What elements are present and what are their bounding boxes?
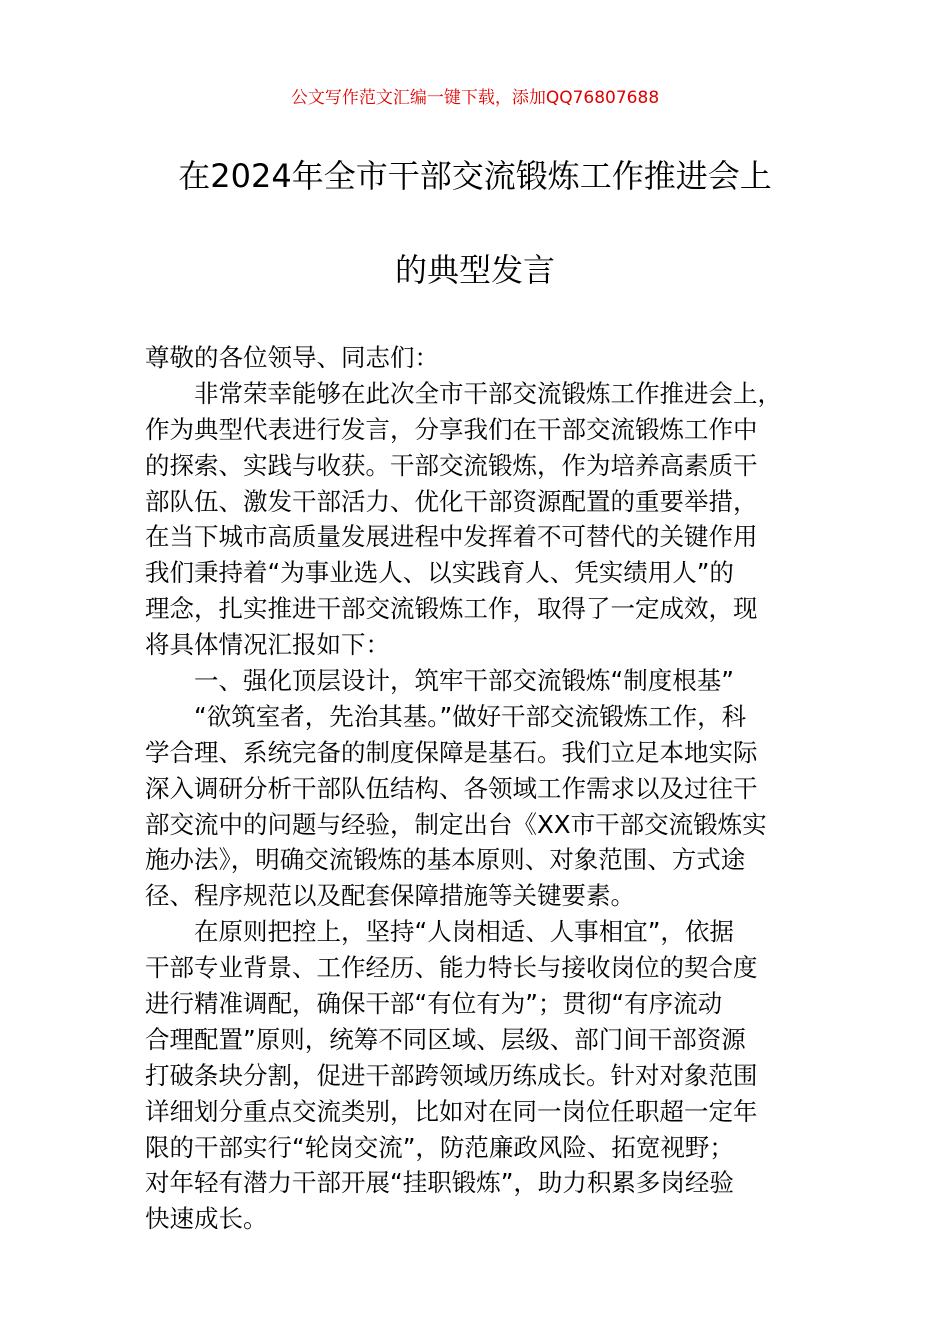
document-title-line-1: 在2024年全市干部交流锻炼工作推进会上 (178, 157, 772, 195)
body-line: “欲筑室者，先治其基。”做好干部交流锻炼工作，科 (194, 701, 747, 731)
body-line: 非常荣幸能够在此次全市干部交流锻炼工作推进会上， (194, 378, 782, 408)
body-line: 详细划分重点交流类别，比如对在同一岗位任职超一定年 (145, 1096, 758, 1126)
section-heading: 一、强化顶层设计，筑牢干部交流锻炼“制度根基” (194, 666, 734, 696)
body-line: 在原则把控上，坚持“人岗相适、人事相宜”，依据 (194, 917, 734, 947)
body-line: 施办法》，明确交流锻炼的基本原则、对象范围、方式途 (145, 845, 746, 875)
body-line: 将具体情况汇报如下： (145, 630, 390, 660)
body-line: 进行精准调配，确保干部“有位有为”；贯彻“有序流动 (145, 989, 723, 1019)
body-line: 打破条块分割，促进干部跨领域历练成长。针对对象范围 (145, 1060, 758, 1090)
body-line: 学合理、系统完备的制度保障是基石。我们立足本地实际 (145, 737, 758, 767)
body-line: 在当下城市高质量发展进程中发挥着不可替代的关键作用 (145, 522, 758, 552)
download-notice: 公文写作范文汇编一键下载，添加QQ76807688 (290, 88, 660, 108)
body-line: 径、程序规范以及配套保障措施等关键要素。 (145, 881, 635, 911)
body-line: 部队伍、激发干部活力、优化干部资源配置的重要举措， (145, 486, 758, 516)
body-line: 快速成长。 (145, 1204, 268, 1234)
body-line: 我们秉持着“为事业选人、以实践育人、凭实绩用人”的 (145, 558, 734, 588)
body-line: 限的干部实行“轮岗交流”，防范廉政风险、拓宽视野； (145, 1132, 734, 1162)
body-line: 对年轻有潜力干部开展“挂职锻炼”，助力积累多岗经验 (145, 1168, 734, 1198)
body-line: 干部专业背景、工作经历、能力特长与接收岗位的契合度 (145, 953, 758, 983)
document-body (145, 340, 813, 1237)
body-line: 合理配置”原则，统筹不同区域、层级、部门间干部资源 (145, 1024, 746, 1054)
body-line: 尊敬的各位领导、同志们： (145, 343, 439, 372)
body-line: 理念，扎实推进干部交流锻炼工作，取得了一定成效，现 (145, 594, 758, 624)
document-title-line-2: 的典型发言 (394, 251, 555, 289)
body-line: 的探索、实践与收获。干部交流锻炼，作为培养高素质干 (145, 450, 758, 480)
body-line: 深入调研分析干部队伍结构、各领域工作需求以及过往干 (145, 773, 758, 803)
body-line: 作为典型代表进行发言，分享我们在干部交流锻炼工作中 (145, 414, 758, 444)
body-line: 部交流中的问题与经验，制定出台《XX市干部交流锻炼实 (145, 809, 767, 839)
